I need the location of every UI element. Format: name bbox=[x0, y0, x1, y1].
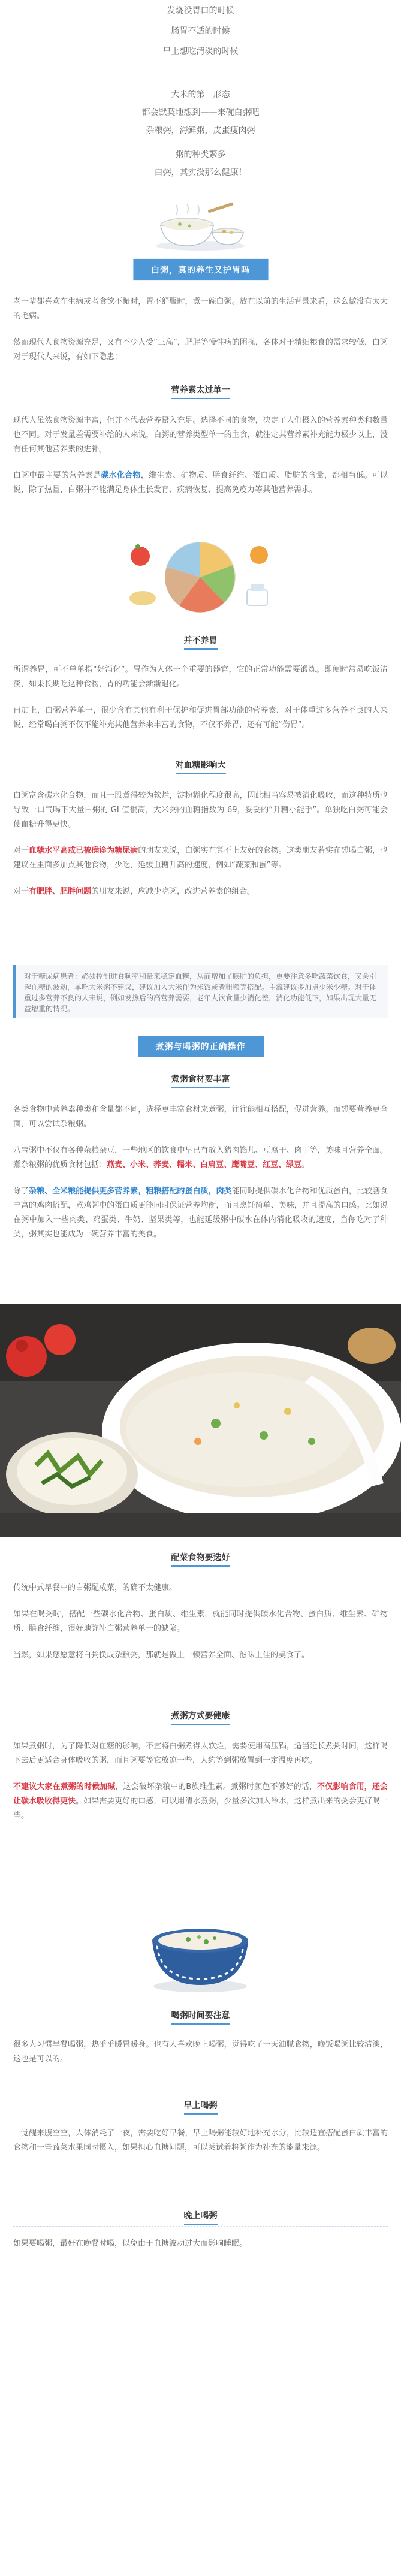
paragraph bbox=[13, 1184, 388, 1242]
highlight-text: 不建议大家在煮粥的时候加碱 bbox=[13, 1782, 116, 1791]
paragraph bbox=[13, 1144, 388, 1172]
intro-line: 都会默契地想到——来碗白粥吧 bbox=[141, 108, 260, 117]
paragraph: 白粥富含碳水化合物，而且一股煮得较为软烂，淀粉糊化程度很高，因此相当容易被消化吸收，而这种特质也导致一口气喝下大量白粥的 GI 值很高，大米粥的血糖指数为 69，妥妥的“升糖小能手”。单独吃白粥可能会使血糖升得更快。 bbox=[13, 791, 388, 829]
section-banner: 煮粥与喝粥的正确操作 bbox=[138, 1036, 264, 1057]
subhead-cooking-method: 煮粥方式要健康 bbox=[171, 1709, 230, 1725]
paragraph: 然而现代人食物资源充足，又有不少人受“三高”，肥胖等慢性病的困扰，各体对于精细粮食的需求较低，白粥对于现代人来说，有如下隐患： bbox=[13, 338, 388, 361]
diabetes-note: 对于糖尿病患者：必须控制进食频率和量来稳定血糖，从而增加了胰脏的负担，更要注意多吃蔬菜饮食，又会引起血糖的波动，单吃大米粥不建议，建议加入大米作为米饭或者粗粮等搭配。主流建议多加点少米少糖。对于体重过多营养不良的人来说，例如发热后的高营养需要，老年人饮食量少消化差，消化功能低下，如果出现大量无益增重的情况。 bbox=[13, 965, 388, 1018]
section1-intro-text bbox=[13, 295, 388, 376]
paragraph: 老一辈都喜欢在生病或者食欲不振时，胃不舒服时，煮一碗白粥。放在以前的生活背景来看，这么做没有太大的毛病。 bbox=[13, 297, 388, 321]
highlight-text: 不仅影响食用，还会让碳水吸收得更快 bbox=[13, 1782, 388, 1806]
porridge-bowl-photo bbox=[146, 1910, 254, 1993]
intro-line: 发烧没胃口的时候 bbox=[167, 6, 234, 16]
highlight-text: 碳水化合物 bbox=[101, 471, 141, 480]
section2-evening-text bbox=[13, 2237, 388, 2263]
subhead-not-stomach-friendly: 并不养胃 bbox=[184, 634, 218, 650]
paragraph: 所谓养胃，可不单单指“好消化”。胃作为人体一个重要的器官，它的正常功能需要锻炼。即便时常易吃饭清淡，如果长期吃这种食物，胃的功能会渐渐退化。 bbox=[13, 665, 388, 689]
paragraph: 如果在喝粥时，搭配一些碳水化合物、蛋白质、维生素，就能同时提供碳水化合物、蛋白质、维生素、矿物质、膳食纤维，很好地弥补白粥营养单一的缺陷。 bbox=[13, 1610, 388, 1633]
paragraph bbox=[13, 469, 388, 497]
paragraph: 很多人习惯早餐喝粥，热乎乎暖胃暖身。也有人喜欢晚上喝粥，觉得吃了一天油腻食物，晚饭喝粥比较清淡，这也是可以的。 bbox=[13, 2040, 388, 2064]
section-banner: 白粥，真的养生又护胃吗 bbox=[133, 259, 268, 280]
section2-sides-text bbox=[13, 1581, 388, 1675]
intro-end bbox=[0, 149, 401, 179]
intro-mid bbox=[0, 89, 401, 137]
subhead-side-dishes: 配菜食物要选好 bbox=[171, 1551, 230, 1567]
paragraph: 现代人虽然食物资源丰富，但并不代表营养摄入充足。选择不同的食物，决定了人们摄入的营养素种类和数量也不同。对于发量差需要补给的人来说，白粥的营养类型单一的主食，就注定其营养素补充能力极少以上，没有任何其他营养素的进补。 bbox=[13, 416, 388, 454]
paragraph: 如果要喝粥，最好在晚餐时喝，以免由于血糖波动过大而影响睡眠。 bbox=[13, 2239, 248, 2248]
subhead-rich-ingredients: 煮粥食材要丰富 bbox=[171, 1073, 230, 1088]
text-run: 对于 bbox=[13, 846, 29, 855]
subhead-eating-time: 喝粥时间要注意 bbox=[171, 2009, 230, 2025]
highlight-text: 杂粮、全米粮能提供更多营养素，粗粮搭配的蛋白质，肉类 bbox=[29, 1187, 232, 1196]
food-groups-illustration bbox=[122, 532, 278, 622]
paragraph: 传统中式早餐中的白粥配咸菜，的确不太健康。 bbox=[13, 1583, 177, 1592]
section2-method-text bbox=[13, 1739, 388, 1835]
text-run: 能同时提供碳水化合物和优质蛋白，比较膳食丰富的鸡肉搭配，煮鸡粥中的蛋白质更能同时保证营养均衡，而且烹饪简单、美味，并且提高的口感。比如说在粥中加入一些肉类、鸡蛋类、牛奶、坚果类等，也能延缓粥中碳水在体内消化吸收的速度，当你吃对了种类，粥其实也能成为一碗营养丰富的美食。 bbox=[13, 1187, 388, 1239]
text-run: 对于 bbox=[13, 887, 29, 896]
intro-line: 白粥，其实没那么健康！ bbox=[154, 168, 247, 177]
section2-ingredients-text bbox=[13, 1103, 388, 1254]
text-run: 的朋友来说，应减少吃粥，改进营养素的组合。 bbox=[91, 887, 255, 896]
intro-line: 粥的种类繁多 bbox=[175, 150, 226, 159]
text-run: ，这会破坏杂粮中的B族维生素。煮粥时颜色不够好的话， bbox=[115, 1782, 318, 1791]
divider bbox=[13, 2226, 388, 2227]
text-run: 白粥中最主要的营养素是 bbox=[13, 471, 101, 480]
footer-space bbox=[0, 2290, 401, 2576]
paragraph: 再加上，白粥营养单一，很少含有其他有利于保护和促进胃部功能的营养素，对于体重过多营养不良的人来说，经常喝白粥不仅不能补充其他营养来丰富的食物，不仅不养胃，还有可能“伤胃”。 bbox=[13, 706, 388, 729]
text-run: ，维生素、矿物质、膳食纤维、蛋白质、脂肪的含量，都相当低。可以说，除了热量，白粥并不能满足身体生长发育、疾病恢复、提高免疫力等其他营养需求。 bbox=[13, 471, 388, 494]
intro-line: 早上想吃清淡的时候 bbox=[162, 47, 239, 56]
text-run: 。 bbox=[301, 1160, 310, 1169]
intro-top bbox=[0, 5, 401, 58]
paragraph: 各类食物中营养素种类和含量都不同，选择更丰富食材来煮粥，往往能相互搭配，促进营养。而想要营养更全面，可以尝试杂粮粥。 bbox=[13, 1105, 388, 1129]
highlight-text: 燕麦、小米、荞麦、糯米、白扁豆、鹰嘴豆、红豆、绿豆 bbox=[107, 1160, 302, 1169]
subhead-single-nutrient: 营养素太过单一 bbox=[171, 384, 230, 399]
section1-stomach-text bbox=[13, 663, 388, 744]
text-run: 的朋友来说，白粥实在算不上友好的食物。这类朋友若实在想喝白粥，也建议在里面多加点其他食物，少吃，延缓血糖升高的速度，例如“蔬菜和蛋”等。 bbox=[13, 846, 388, 870]
subhead-morning: 早上喝粥 bbox=[184, 2099, 218, 2115]
subhead-evening: 晚上喝粥 bbox=[184, 2209, 218, 2225]
intro-line: 杂粮粥，海鲜粥，皮蛋瘦肉粥 bbox=[146, 126, 255, 135]
text-run: 除了 bbox=[13, 1187, 29, 1196]
porridge-illustration bbox=[152, 191, 248, 252]
paragraph bbox=[13, 885, 388, 899]
paragraph bbox=[13, 844, 388, 873]
paragraph: 一觉醒来腹空空，人体消耗了一夜，需要吃好早餐，早上喝粥能较好地补充水分，比较适宜搭配蛋白质丰富的食物和一些蔬菜水果同时摄入，如果担心血糖问题，可以尝试着将粥作为补充的能量来源。 bbox=[13, 2129, 388, 2152]
congee-photo bbox=[0, 1304, 401, 1537]
section2-morning-text bbox=[13, 2126, 388, 2167]
section1-bloodsugar-text bbox=[13, 789, 388, 911]
paragraph: 当然，如果您愿意将白粥换成杂粮粥，那就是做上一顿营养全面、滋味上佳的美食了。 bbox=[13, 1651, 310, 1660]
intro-line: 大米的第一形态 bbox=[171, 90, 230, 99]
divider bbox=[13, 2116, 388, 2117]
highlight-text: 有肥胖、肥胖问题 bbox=[29, 887, 92, 896]
text-run: 八宝粥中不仅有各种杂粮杂豆，一些地区的饮食中早已有放入猪肉馅儿、豆腐干、肉丁等，美味且营养全面。煮杂粮粥的优质食材包括： bbox=[13, 1146, 388, 1169]
section1-nutrient-text bbox=[13, 414, 388, 509]
intro-line: 肠胃不适的时候 bbox=[171, 26, 230, 36]
section2-time-text bbox=[13, 2038, 388, 2079]
subhead-blood-sugar: 对血糖影响大 bbox=[176, 759, 226, 774]
paragraph: 如果煮粥时，为了降低对血糖的影响，不宜将白粥煮得太软烂，需要使用高压锅，适当延长煮粥时间，这样喝下去后更适合身体吸收的粥，而且粥要等它放凉一些，大约等到粥放置到一定温度再吃。 bbox=[13, 1742, 388, 1765]
text-run: 。如果需要更好的口感，可以用清水煮粥，少量多次加入冷水，这样煮出来的粥会更好喝一些。 bbox=[13, 1797, 388, 1820]
highlight-text: 血糖水平高或已被确诊为糖尿病 bbox=[29, 846, 138, 855]
paragraph bbox=[13, 1780, 388, 1823]
